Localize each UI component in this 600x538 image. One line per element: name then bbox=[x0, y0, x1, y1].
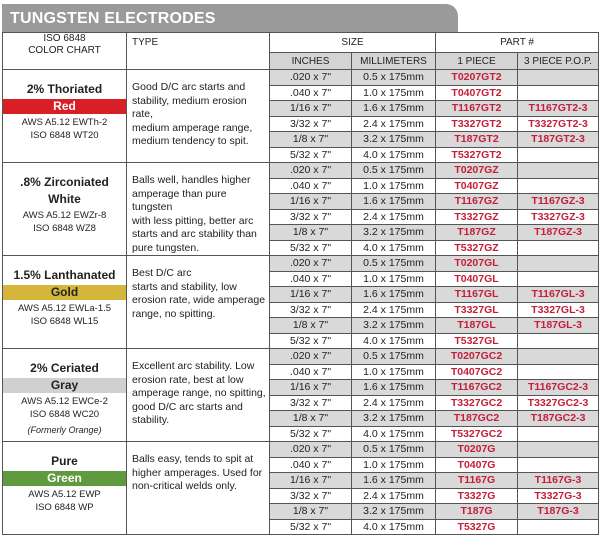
description-line: Balls easy, tends to spit at bbox=[132, 453, 254, 465]
part-three-piece-cell bbox=[518, 426, 599, 442]
part-one-piece-cell: T0207GT2 bbox=[436, 70, 518, 86]
aws-spec: AWS A5.12 EWZr-8 bbox=[22, 210, 107, 221]
size-mm-cell: 1.0 x 175mm bbox=[352, 457, 436, 473]
description-line: range, no spitting. bbox=[132, 307, 216, 320]
size-inches-cell: 5/32 x 7" bbox=[270, 147, 352, 163]
header-one-piece: 1 PIECE bbox=[436, 53, 518, 70]
part-three-piece-cell: T3327GZ-3 bbox=[518, 209, 599, 225]
electrode-name: 1.5% Lanthanated bbox=[13, 268, 116, 282]
type-description bbox=[127, 163, 270, 256]
description-line: higher amperages. Used for bbox=[132, 466, 263, 479]
size-mm-cell: 1.0 x 175mm bbox=[352, 271, 436, 287]
size-inches-cell: 3/32 x 7" bbox=[270, 116, 352, 132]
part-one-piece-cell: T1167G bbox=[436, 473, 518, 489]
part-one-piece-cell: T0407GC2 bbox=[436, 364, 518, 380]
table-row bbox=[3, 163, 599, 179]
part-one-piece-cell: T1167GZ bbox=[436, 194, 518, 210]
part-one-piece-cell: T187GT2 bbox=[436, 132, 518, 148]
size-inches-cell: 5/32 x 7" bbox=[270, 519, 352, 535]
size-inches-cell: 3/32 x 7" bbox=[270, 488, 352, 504]
size-mm-cell: 1.0 x 175mm bbox=[352, 85, 436, 101]
part-three-piece-cell bbox=[518, 364, 599, 380]
part-three-piece-cell: T3327GC2-3 bbox=[518, 395, 599, 411]
description-line: good D/C arc starts and bbox=[132, 400, 243, 413]
part-one-piece-cell: T1167GT2 bbox=[436, 101, 518, 117]
size-inches-cell: 5/32 x 7" bbox=[270, 333, 352, 349]
type-description bbox=[127, 256, 270, 349]
header-iso-color-chart bbox=[3, 33, 127, 70]
size-inches-cell: 1/8 x 7" bbox=[270, 132, 352, 148]
part-three-piece-cell bbox=[518, 457, 599, 473]
aws-spec: AWS A5.12 EWTh-2 bbox=[21, 117, 108, 128]
description-line: Best D/C arc bbox=[132, 267, 192, 279]
header-millimeters: MILLIMETERS bbox=[352, 53, 436, 70]
size-mm-cell: 1.6 x 175mm bbox=[352, 194, 436, 210]
size-mm-cell: 0.5 x 175mm bbox=[352, 163, 436, 179]
color-swatch: Green bbox=[3, 471, 126, 486]
size-mm-cell: 4.0 x 175mm bbox=[352, 240, 436, 256]
size-mm-cell: 4.0 x 175mm bbox=[352, 333, 436, 349]
size-mm-cell: 2.4 x 175mm bbox=[352, 209, 436, 225]
description-line: medium amperage range, bbox=[132, 121, 253, 134]
size-inches-cell: .020 x 7" bbox=[270, 256, 352, 272]
part-one-piece-cell: T5327GT2 bbox=[436, 147, 518, 163]
part-three-piece-cell bbox=[518, 442, 599, 458]
part-three-piece-cell: T187GC2-3 bbox=[518, 411, 599, 427]
part-three-piece-cell: T3327G-3 bbox=[518, 488, 599, 504]
electrode-table bbox=[2, 32, 599, 535]
size-inches-cell: 1/16 x 7" bbox=[270, 194, 352, 210]
header-iso-line1: ISO 6848 bbox=[43, 33, 86, 44]
part-one-piece-cell: T3327GL bbox=[436, 302, 518, 318]
part-one-piece-cell: T187GZ bbox=[436, 225, 518, 241]
electrode-type-cell bbox=[3, 256, 127, 349]
size-inches-cell: .020 x 7" bbox=[270, 349, 352, 365]
description-line: Balls well, handles higher bbox=[132, 174, 251, 186]
size-inches-cell: .040 x 7" bbox=[270, 85, 352, 101]
description-line: starts and stability, low bbox=[132, 280, 237, 293]
description-line: amperage range, no spitting, bbox=[132, 387, 266, 399]
header-type: TYPE bbox=[127, 33, 270, 70]
size-inches-cell: 5/32 x 7" bbox=[270, 240, 352, 256]
size-inches-cell: .040 x 7" bbox=[270, 178, 352, 194]
size-inches-cell: 3/32 x 7" bbox=[270, 395, 352, 411]
size-inches-cell: 1/8 x 7" bbox=[270, 225, 352, 241]
part-three-piece-cell bbox=[518, 256, 599, 272]
part-one-piece-cell: T187GL bbox=[436, 318, 518, 334]
part-three-piece-cell bbox=[518, 70, 599, 86]
part-three-piece-cell bbox=[518, 519, 599, 535]
size-mm-cell: 2.4 x 175mm bbox=[352, 302, 436, 318]
part-one-piece-cell: T5327G bbox=[436, 519, 518, 535]
part-three-piece-cell bbox=[518, 163, 599, 179]
part-three-piece-cell bbox=[518, 178, 599, 194]
color-swatch: Gold bbox=[3, 285, 126, 300]
part-one-piece-cell: T1167GL bbox=[436, 287, 518, 303]
size-inches-cell: 1/16 x 7" bbox=[270, 473, 352, 489]
part-one-piece-cell: T0407G bbox=[436, 457, 518, 473]
table-row bbox=[3, 70, 599, 86]
header-three-piece: 3 PIECE P.O.P. bbox=[518, 53, 599, 70]
table-row bbox=[3, 349, 599, 365]
aws-spec: AWS A5.12 EWLa-1.5 bbox=[17, 303, 112, 314]
description-line: erosion rate, best at low bbox=[132, 373, 244, 386]
part-three-piece-cell bbox=[518, 240, 599, 256]
size-inches-cell: .040 x 7" bbox=[270, 271, 352, 287]
part-one-piece-cell: T0207GL bbox=[436, 256, 518, 272]
part-one-piece-cell: T0407GT2 bbox=[436, 85, 518, 101]
size-inches-cell: .040 x 7" bbox=[270, 457, 352, 473]
size-inches-cell: 1/8 x 7" bbox=[270, 411, 352, 427]
part-three-piece-cell: T187GL-3 bbox=[518, 318, 599, 334]
part-one-piece-cell: T3327GT2 bbox=[436, 116, 518, 132]
description-line: Good D/C arc starts and bbox=[132, 81, 246, 93]
size-mm-cell: 3.2 x 175mm bbox=[352, 411, 436, 427]
header-part: PART # bbox=[436, 33, 599, 53]
size-mm-cell: 3.2 x 175mm bbox=[352, 132, 436, 148]
part-one-piece-cell: T5327GL bbox=[436, 333, 518, 349]
part-three-piece-cell bbox=[518, 349, 599, 365]
size-mm-cell: 1.0 x 175mm bbox=[352, 178, 436, 194]
part-one-piece-cell: T187G bbox=[436, 504, 518, 520]
description-line: Excellent arc stability. Low bbox=[132, 360, 255, 372]
iso-spec: ISO 6848 WL15 bbox=[30, 316, 99, 327]
electrode-type-cell bbox=[3, 163, 127, 256]
size-mm-cell: 0.5 x 175mm bbox=[352, 442, 436, 458]
size-inches-cell: 3/32 x 7" bbox=[270, 302, 352, 318]
description-line: amperage than pure tungsten bbox=[132, 187, 227, 213]
part-three-piece-cell bbox=[518, 333, 599, 349]
size-inches-cell: 5/32 x 7" bbox=[270, 426, 352, 442]
part-one-piece-cell: T0207G bbox=[436, 442, 518, 458]
aws-spec: AWS A5.12 EWP bbox=[28, 489, 101, 500]
part-one-piece-cell: T0207GC2 bbox=[436, 349, 518, 365]
size-inches-cell: 1/8 x 7" bbox=[270, 318, 352, 334]
size-inches-cell: .020 x 7" bbox=[270, 442, 352, 458]
size-mm-cell: 2.4 x 175mm bbox=[352, 395, 436, 411]
size-mm-cell: 4.0 x 175mm bbox=[352, 519, 436, 535]
size-mm-cell: 0.5 x 175mm bbox=[352, 349, 436, 365]
part-one-piece-cell: T1167GC2 bbox=[436, 380, 518, 396]
part-one-piece-cell: T3327GC2 bbox=[436, 395, 518, 411]
header-size: SIZE bbox=[270, 33, 436, 53]
color-swatch: Gray bbox=[3, 378, 126, 393]
part-three-piece-cell: T187GT2-3 bbox=[518, 132, 599, 148]
header-iso-line2: COLOR CHART bbox=[28, 45, 101, 56]
type-description bbox=[127, 442, 270, 535]
description-line: pure tungsten. bbox=[132, 241, 200, 254]
size-mm-cell: 0.5 x 175mm bbox=[352, 256, 436, 272]
size-mm-cell: 3.2 x 175mm bbox=[352, 318, 436, 334]
electrode-type-cell bbox=[3, 70, 127, 163]
iso-spec: ISO 6848 WP bbox=[35, 502, 94, 513]
header-inches: INCHES bbox=[270, 53, 352, 70]
size-mm-cell: 1.6 x 175mm bbox=[352, 473, 436, 489]
description-line: non-critical welds only. bbox=[132, 480, 237, 492]
part-one-piece-cell: T3327GZ bbox=[436, 209, 518, 225]
description-line: medium tendency to spit. bbox=[132, 135, 249, 147]
size-mm-cell: 1.6 x 175mm bbox=[352, 101, 436, 117]
part-three-piece-cell: T3327GT2-3 bbox=[518, 116, 599, 132]
size-mm-cell: 1.6 x 175mm bbox=[352, 380, 436, 396]
part-three-piece-cell: T187GZ-3 bbox=[518, 225, 599, 241]
electrode-type-cell bbox=[3, 349, 127, 442]
electrode-name: 2% Ceriated bbox=[30, 361, 99, 375]
iso-spec: ISO 6848 WC20 bbox=[29, 409, 100, 420]
part-one-piece-cell: T187GC2 bbox=[436, 411, 518, 427]
size-mm-cell: 4.0 x 175mm bbox=[352, 426, 436, 442]
part-three-piece-cell: T1167G-3 bbox=[518, 473, 599, 489]
electrode-type-cell bbox=[3, 442, 127, 535]
iso-spec: ISO 6848 WT20 bbox=[30, 130, 99, 141]
color-swatch: Red bbox=[3, 99, 126, 114]
size-inches-cell: .020 x 7" bbox=[270, 163, 352, 179]
size-mm-cell: 0.5 x 175mm bbox=[352, 70, 436, 86]
part-one-piece-cell: T5327GC2 bbox=[436, 426, 518, 442]
part-three-piece-cell bbox=[518, 85, 599, 101]
part-one-piece-cell: T3327G bbox=[436, 488, 518, 504]
size-inches-cell: 1/8 x 7" bbox=[270, 504, 352, 520]
part-three-piece-cell: T1167GT2-3 bbox=[518, 101, 599, 117]
size-mm-cell: 3.2 x 175mm bbox=[352, 504, 436, 520]
electrode-name: Pure bbox=[51, 454, 78, 468]
part-one-piece-cell: T0407GL bbox=[436, 271, 518, 287]
size-mm-cell: 1.6 x 175mm bbox=[352, 287, 436, 303]
electrode-name: .8% Zirconiated bbox=[20, 175, 109, 189]
part-three-piece-cell: T1167GL-3 bbox=[518, 287, 599, 303]
description-line: stability, medium erosion rate, bbox=[132, 94, 247, 120]
type-note: (Formerly Orange) bbox=[27, 425, 102, 435]
part-one-piece-cell: T0407GZ bbox=[436, 178, 518, 194]
part-three-piece-cell: T3327GL-3 bbox=[518, 302, 599, 318]
size-inches-cell: .040 x 7" bbox=[270, 364, 352, 380]
page-title: TUNGSTEN ELECTRODES bbox=[2, 4, 458, 32]
description-line: stability. bbox=[132, 414, 170, 426]
color-swatch: White bbox=[3, 192, 126, 207]
size-inches-cell: 1/16 x 7" bbox=[270, 380, 352, 396]
table-row bbox=[3, 442, 599, 458]
size-inches-cell: 1/16 x 7" bbox=[270, 287, 352, 303]
part-three-piece-cell bbox=[518, 271, 599, 287]
size-mm-cell: 1.0 x 175mm bbox=[352, 364, 436, 380]
size-inches-cell: 1/16 x 7" bbox=[270, 101, 352, 117]
part-one-piece-cell: T0207GZ bbox=[436, 163, 518, 179]
size-mm-cell: 2.4 x 175mm bbox=[352, 116, 436, 132]
type-description bbox=[127, 349, 270, 442]
part-three-piece-cell bbox=[518, 147, 599, 163]
size-mm-cell: 2.4 x 175mm bbox=[352, 488, 436, 504]
aws-spec: AWS A5.12 EWCe-2 bbox=[21, 396, 108, 407]
electrode-name: 2% Thoriated bbox=[26, 82, 103, 96]
size-inches-cell: .020 x 7" bbox=[270, 70, 352, 86]
table-body bbox=[3, 70, 599, 535]
part-three-piece-cell: T187G-3 bbox=[518, 504, 599, 520]
part-three-piece-cell: T1167GC2-3 bbox=[518, 380, 599, 396]
size-mm-cell: 4.0 x 175mm bbox=[352, 147, 436, 163]
description-line: erosion rate, wide amperage bbox=[132, 294, 266, 306]
description-line: with less pitting, better arc bbox=[132, 214, 254, 227]
size-inches-cell: 3/32 x 7" bbox=[270, 209, 352, 225]
table-row bbox=[3, 256, 599, 272]
part-three-piece-cell: T1167GZ-3 bbox=[518, 194, 599, 210]
type-description bbox=[127, 70, 270, 163]
description-line: starts and arc stability than bbox=[132, 228, 257, 240]
iso-spec: ISO 6848 WZ8 bbox=[33, 223, 96, 234]
size-mm-cell: 3.2 x 175mm bbox=[352, 225, 436, 241]
part-one-piece-cell: T5327GZ bbox=[436, 240, 518, 256]
